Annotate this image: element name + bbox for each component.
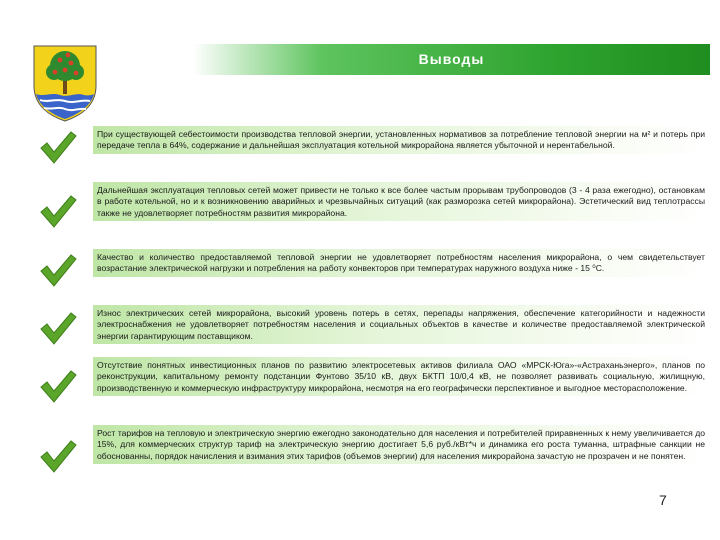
item-text: Рост тарифов на тепловую и электрическую энергию ежегодно законодательно для населения и потребителей приравненных к нему увеличивается до 15%, для коммерческих структур тариф на электрическую энергию достигает 5,6 руб./кВт*ч и динамика его роста туманна, штрафные санкции не обоснованны, порядок начисления и взимания этих тарифов (объемов энергии) для населения микрорайона зачастую не прозрачен и не понятен. <box>93 425 710 464</box>
coat-of-arms-icon <box>30 42 100 122</box>
title-bar <box>193 44 710 75</box>
item-text: Отсутствие понятных инвестиционных планов по развитию электросетевых активов филиала ОАО «МРСК-Юга»-«Астраханьэнерго», планов по реконструкции, капитальному ремонту подстанции Фунтово 35/10 кВ, двух БКТП 10/0,4 кВ, не позволяет развивать социальную, жилищную, производственную и коммерческую инфраструктуру микрорайона, несмотря на его географически перспективное и выгодное месторасположение. <box>93 357 710 396</box>
list-item <box>38 182 710 238</box>
list-item <box>38 357 710 415</box>
checkmark-icon <box>38 130 78 166</box>
list-item <box>38 425 710 483</box>
checkmark-icon <box>38 253 78 289</box>
list-item <box>38 126 710 170</box>
checkmark-icon <box>38 369 78 405</box>
slide-title: Выводы <box>418 51 485 67</box>
item-text: Качество и количество предоставляемой тепловой энергии не удовлетворяет потребностям населения микрорайона, о чем свидетельствует возрастание электрической нагрузки и потребления на работу конвекторов при температурах наружного воздуха ниже - 15 ⁰С. <box>93 249 710 277</box>
item-text: Дальнейшая эксплуатация тепловых сетей может привести не только к все более частым прорывам трубопроводов (3 - 4 раза ежегодно), остановкам в работе котельной, но и к возникновению аварийных и чрезвычайных ситуаций (как разморозка сетей микрорайона). Эстетический вид теплотрассы также не удовлетворяет потребностям развития микрорайона. <box>93 182 710 221</box>
list-item <box>38 305 710 349</box>
item-text: Износ электрических сетей микрорайона, высокий уровень потерь в сетях, перепады напряжения, обеспечение категорийности и надежности электроснабжения не удовлетворяет потребностям населения и социальных объектов в качестве и количестве предоставляемой электрической энергии гарантирующим поставщиком. <box>93 305 710 344</box>
page-number: 7 <box>659 492 667 508</box>
checkmark-icon <box>38 311 78 347</box>
list-item <box>38 249 710 293</box>
item-text: При существующей себестоимости производства тепловой энергии, установленных нормативов за потребление тепловой энергии на м² и потерь при передаче тепла в 64%, содержание и дальнейшая эксплуатация котельной микрорайона является убыточной и нерентабельной. <box>93 126 710 154</box>
checkmark-icon <box>38 194 78 230</box>
checkmark-icon <box>38 439 78 475</box>
